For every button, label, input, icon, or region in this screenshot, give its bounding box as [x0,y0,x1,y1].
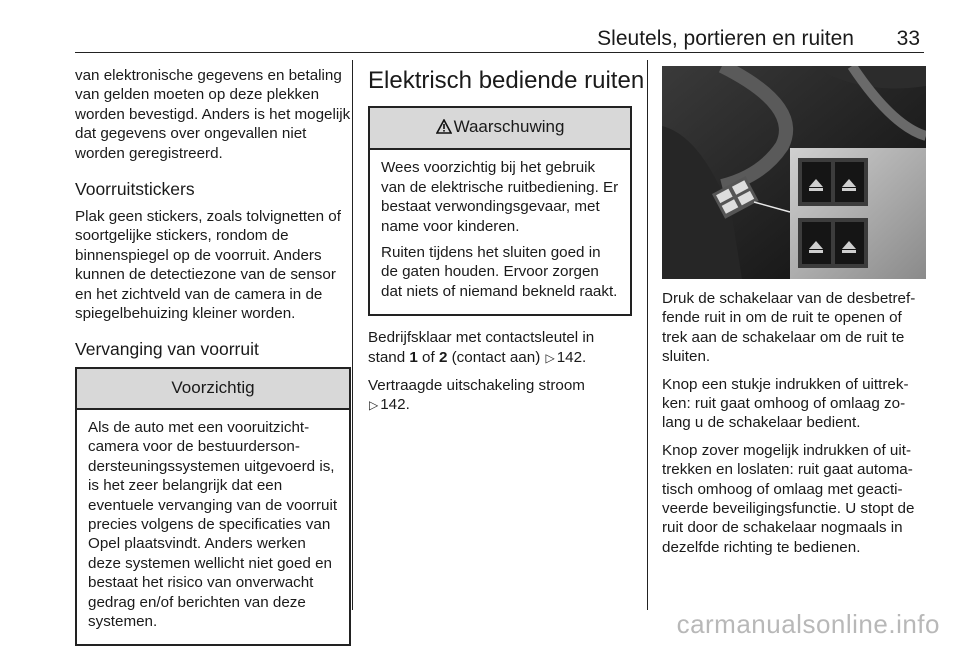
caution-text: Als de auto met een vooruitzichtcamera voor de bestuurdersondersteuningssystemen uitgevoerd is, is het zeer belangrijk dat een eventuele vervanging van de voorruit precies volgens de specificaties van Opel plaatsvindt. Anders werken deze systemen wellicht niet goed en bestaat het risico van onverwacht gedrag en/of berichten van deze systemen. [88,418,338,630]
delay-page-ref[interactable]: 142. [380,396,410,414]
caution-title: Voorzichtig [77,369,349,409]
warning-box [368,106,632,316]
header-title: Sleutels, portieren en ruiten [597,27,854,50]
caution-body [77,410,349,644]
page-ref-icon: ▷ [369,398,379,413]
header-rule [75,52,924,53]
page-number: 33 [896,27,920,50]
delay-paragraph [368,376,632,416]
ignition-contact: (contact aan) [447,348,545,366]
ignition-stand-1: 1 [409,348,418,366]
warning-text-2: Ruiten tijdens het sluiten goed in de gaten houden. Ervoor zorgen dat niets of niemand bekneld raakt. [381,244,618,300]
stickers-paragraph: Plak geen stickers, zoals tolvignetten of soortgelijke stickers, rondom de binnenspiegel op de voorruit. Anders kunnen de detectiezone van de sensor en het zichtveld van de camera in de spiegelbehuizing kleiner worden. [75,208,341,323]
column-divider-right [647,60,648,610]
ignition-text: Bedrijfsklaar met contactsleutel in stand [368,329,595,366]
ignition-or: of [417,348,439,366]
page-ref-icon: ▷ [545,350,555,365]
windshield-replace-heading: Vervanging van voorruit [75,339,259,360]
switch-paragraph-2: Knop een stukje indrukken of uittrekken: ruit gaat omhoog of omlaag zolang u de schakelaar bedient. [662,375,909,432]
warning-header [370,108,630,150]
column-middle [368,66,645,424]
ignition-paragraph [368,328,632,368]
warning-title: Waarschuwing [453,117,565,136]
switch-paragraph-1: Druk de schakelaar van de desbetreffende ruit in om de ruit te openen of trek aan de schakelaar om de ruit te sluiten. [662,290,916,366]
watermark: carmanualsonline.info [676,609,940,639]
warning-triangle-icon [436,119,452,138]
stickers-heading: Voorruitstickers [75,179,195,200]
intro-paragraph: van elektronische gegevens en betaling van gelden moeten op deze plekken worden bevestigd. Anders is het mogelijk dat gegevens over ongevallen niet worden geregistreerd. [75,67,351,162]
section-title: Elektrisch bediende ruiten [368,67,645,94]
column-left [75,66,351,646]
caution-box [75,367,351,646]
column-right [662,66,926,565]
delay-text: Vertraagde uitschakeling stroom [368,377,585,395]
window-switch-photo [662,66,926,279]
column-divider-left [352,60,353,610]
warning-text-1: Wees voorzichtig bij het gebruik van de elektrische ruitbediening. Er bestaat verwondingsgevaar, met name voor kinderen. [381,159,619,235]
switch-paragraph-3: Knop zover mogelijk indrukken of uittrekken en loslaten: ruit gaat automatisch omhoog of omlaag met geactiveerde beveiligingsfunctie. U stopt de ruit door de schakelaar nogmaals in dezelfde richting te bedienen. [662,441,915,556]
warning-body [370,150,630,314]
ignition-page-ref[interactable]: 142. [556,348,587,366]
ignition-stand-2: 2 [438,348,448,366]
